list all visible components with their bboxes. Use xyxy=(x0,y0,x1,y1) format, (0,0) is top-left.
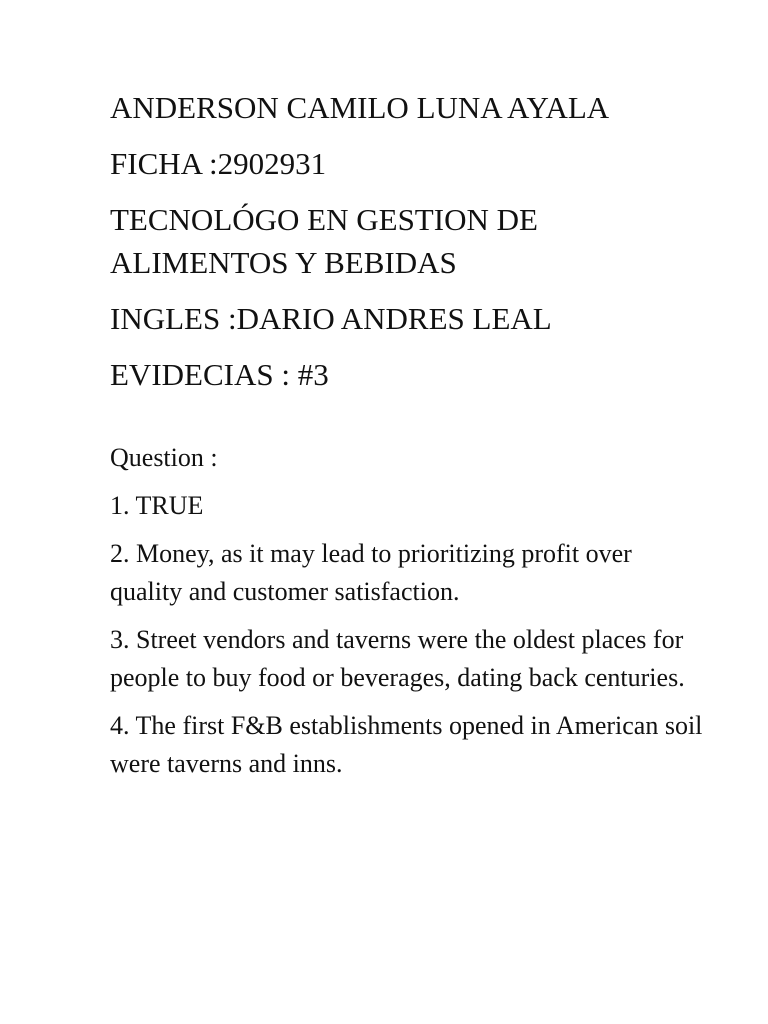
teacher-name: INGLES :DARIO ANDRES LEAL xyxy=(110,301,552,336)
answer-2: 2. Money, as it may lead to prioritizing profit over quality and customer satisfaction. xyxy=(110,539,632,606)
document-header xyxy=(110,86,708,396)
answer-3: 3. Street vendors and taverns were the oldest places for people to buy food or beverages, dating back centuries. xyxy=(110,625,685,692)
ficha-number: FICHA :2902931 xyxy=(110,146,327,181)
program-name: TECNOLÓGO EN GESTION DE ALIMENTOS Y BEBIDAS xyxy=(110,202,538,280)
document-body xyxy=(110,439,708,783)
evidence-number: EVIDECIAS : #3 xyxy=(110,357,329,392)
question-label: Question : xyxy=(110,443,218,472)
answer-4: 4. The first F&B establishments opened in American soil were taverns and inns. xyxy=(110,711,703,778)
answer-1: 1. TRUE xyxy=(110,491,204,520)
student-name: ANDERSON CAMILO LUNA AYALA xyxy=(110,90,610,125)
